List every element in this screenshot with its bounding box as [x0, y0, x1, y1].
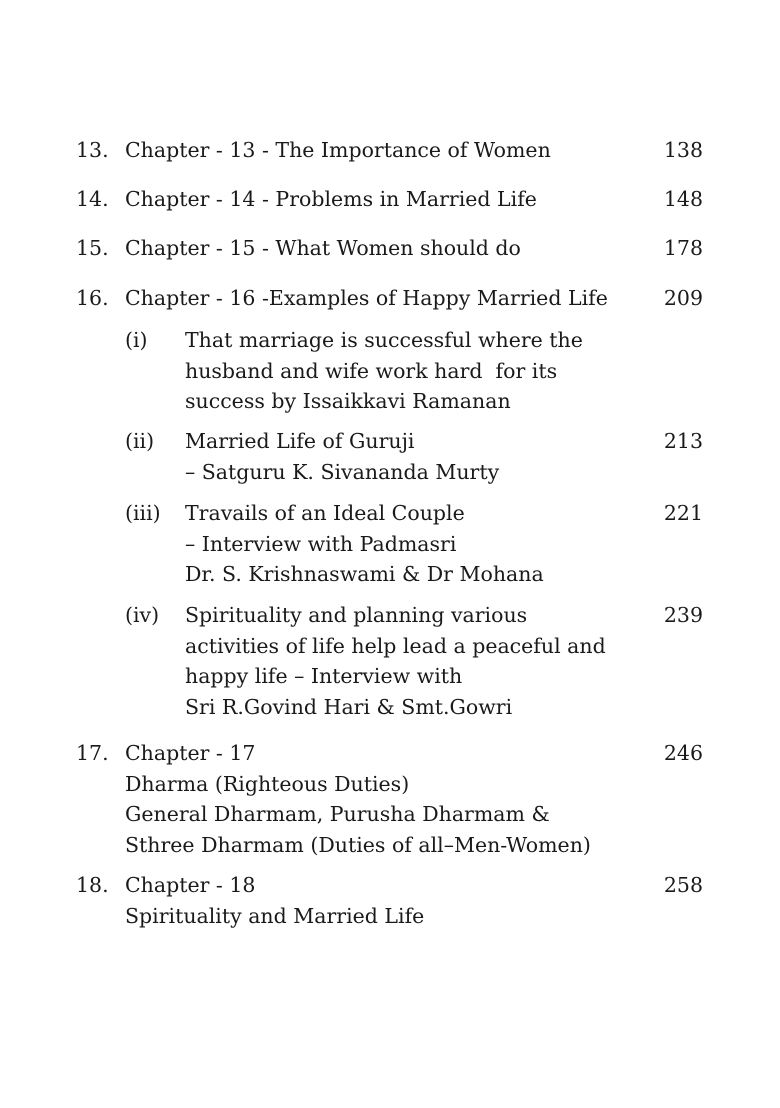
entry-page-number: 246 — [663, 741, 703, 765]
subentry-title-line: Spirituality and planning various — [185, 603, 528, 627]
entry-number: 14. — [76, 187, 109, 211]
subentry-title — [185, 498, 645, 590]
entry-title-line: Spirituality and Married Life — [125, 903, 425, 928]
subentry-page-number: 239 — [663, 603, 703, 627]
entry-page-number: 209 — [663, 286, 703, 310]
subentry-title-line: husband and wife work hard for its — [185, 358, 558, 383]
subentry-title-line: Travails of an Ideal Couple — [185, 501, 465, 525]
entry-title — [125, 233, 645, 264]
entry-title-line: Chapter - 13 - The Importance of Women — [125, 138, 551, 162]
entry-title — [125, 283, 645, 314]
entry-title-line: Chapter - 17 — [125, 741, 256, 765]
entry-page-number: 258 — [663, 873, 703, 897]
entry-number: 17. — [76, 741, 109, 765]
subentry-title-line: That marriage is successful where the — [185, 328, 583, 352]
subentry-number: (iv) — [125, 603, 160, 627]
subentry-number: (i) — [125, 328, 148, 352]
subentry-title-line: Dr. S. Krishnaswami & Dr Mohana — [185, 562, 544, 586]
subentry-title — [185, 426, 645, 487]
subentry-title-line: Married Life of Guruji — [185, 429, 415, 453]
subentry-title — [185, 325, 645, 417]
entry-number: 13. — [76, 138, 109, 162]
entry-title-line: General Dharmam, Purusha Dharmam & — [125, 802, 550, 826]
entry-title-line: Chapter - 18 — [125, 873, 256, 897]
entry-title-line: Sthree Dharmam (Duties of all–Men-Women) — [125, 832, 591, 857]
entry-title-line: Chapter - 15 - What Women should do — [125, 236, 521, 260]
subentry-title-line: success by Issaikkavi Ramanan — [185, 389, 511, 413]
subentry-title-line: Sri R.Govind Hari & Smt.Gowri — [185, 694, 513, 719]
entry-page-number: 178 — [663, 236, 703, 260]
entry-number: 18. — [76, 873, 109, 897]
entry-title-line: Chapter - 16 -Examples of Happy Married Life — [125, 286, 608, 310]
entry-page-number: 148 — [663, 187, 703, 211]
entry-title-line: Chapter - 14 - Problems in Married Life — [125, 187, 537, 211]
subentry-page-number: 213 — [663, 429, 703, 453]
subentry-number: (ii) — [125, 429, 155, 453]
subentry-title-line: – Interview with Padmasri — [185, 531, 457, 556]
entry-title — [125, 870, 645, 931]
subentry-page-number: 221 — [663, 501, 703, 525]
subentry-title — [185, 600, 645, 722]
subentry-title-line: happy life – Interview with — [185, 664, 463, 688]
entry-number: 16. — [76, 286, 109, 310]
entry-title — [125, 738, 645, 860]
subentry-number: (iii) — [125, 501, 161, 525]
entry-number: 15. — [76, 236, 109, 260]
entry-page-number: 138 — [663, 138, 703, 162]
subentry-title-line: – Satguru K. Sivananda Murty — [185, 459, 500, 484]
entry-title-line: Dharma (Righteous Duties) — [125, 771, 410, 796]
entry-title — [125, 184, 645, 215]
subentry-title-line: activities of life help lead a peaceful and — [185, 633, 606, 658]
entry-title — [125, 135, 645, 166]
